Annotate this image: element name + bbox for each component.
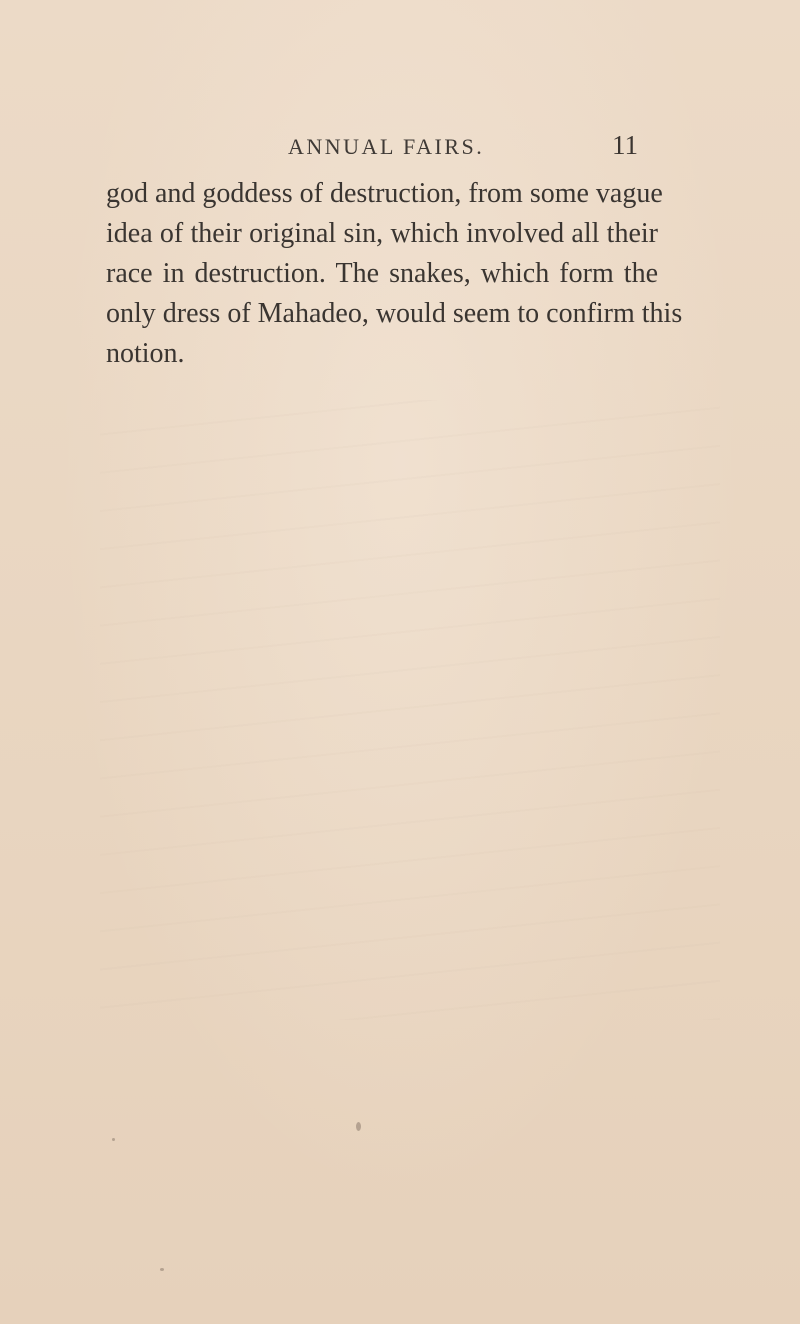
text-line: only dress of Mahadeo, would seem to confirm this <box>106 298 683 329</box>
running-head <box>0 130 800 166</box>
text-line: idea of their original sin, which involved all their <box>106 218 658 249</box>
paper-speck <box>160 1268 164 1271</box>
page-number: 11 <box>612 130 638 160</box>
paper-speck <box>112 1138 115 1141</box>
running-title: ANNUAL FAIRS. <box>288 134 485 159</box>
text-line: race in destruction. The snakes, which form the <box>106 258 658 289</box>
body-paragraph <box>106 174 683 374</box>
paper-speck <box>356 1122 361 1131</box>
text-line: notion. <box>106 338 185 369</box>
text-line: god and goddess of destruction, from some vague <box>106 178 663 209</box>
